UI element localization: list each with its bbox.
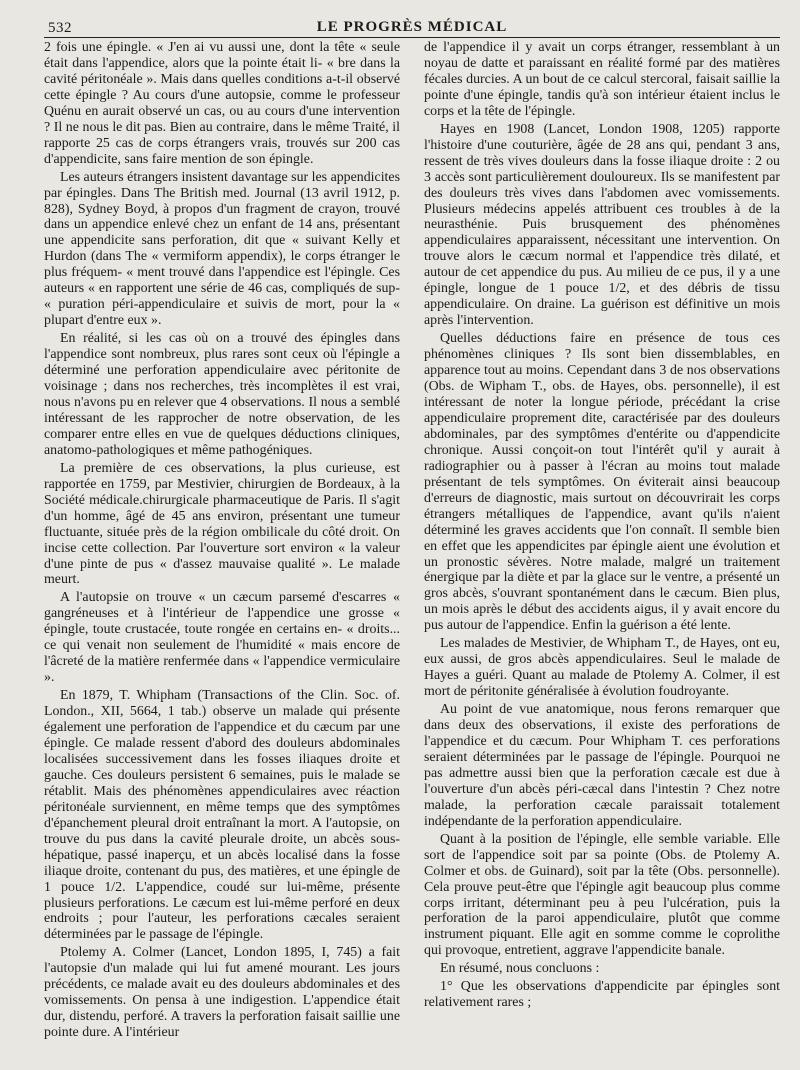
paragraph: En réalité, si les cas où on a trouvé des épingles dans l'appendice sont nombreux, plus rares sont ceux où l'épingle a déterminé une perforation appendiculaire avec péritonite de voisinage ; dans nos recherches, très incomplètes il est vrai, nous n'avons pu en relever que 4 observations. Il nous a semblé intéressant de les rapprocher de notre observation, de les comparer entre elles en vue de quelques déductions cliniques, anatomo-pathologiques et même pathogéniques.	[44, 331, 400, 458]
paragraph: Ptolemy A. Colmer (Lancet, London 1895, I, 745) a fait l'autopsie d'un malade qui lui fut amené mourant. Les jours précédents, ce malade avait eu des douleurs abdominales et des vomissements. On pensa à une indigestion. L'appendice était dur, distendu, perforé. A travers la perforation faisait saillie une pointe dure. A l'intérieur	[44, 945, 400, 1041]
paragraph: Quelles déductions faire en présence de tous ces phénomènes cliniques ? Ils sont bien dissemblables, en apparence tout au moins. Cependant dans 3 de nos observations (Obs. de Wipham T., obs. de Hayes, obs. personnelle), il est intéressant de noter la longue période, précédant la crise appendiculaire proprement dite, caractérisée par des douleurs abdominales, par des symptômes d'entérite ou d'appendicite chronique. Aussi conçoit-on tout l'intérêt qu'il y aurait à radiographier ou à passer à l'écran au moins tout malade présentant de tels symptômes. On éviterait ainsi beaucoup d'erreurs de diagnostic, mais surtout on découvrirait les corps étrangers métalliques de l'appendice, avant qu'ils n'aient déterminé les graves accidents que l'on connaît. Il semble bien en effet que les appendicites par épingle aient une évolution et un pronostic sévères. Notre malade, malgré un traitement énergique par la diète et par la glace sur le ventre, a présenté un gros abcès, s'ouvrant spontanément dans le cæcum. Bien plus, un mois après le début des accidents aigus, il y avait encore du pus autour de l'appendice. Enfin la guérison a été lente.	[424, 331, 780, 634]
paragraph: En résumé, nous concluons :	[440, 961, 600, 977]
paragraph: La première de ces observations, la plus curieuse, est rapportée en 1759, par Mestivier, chirurgien de Bordeaux, à la Société médicale.chirurgicale pharmaceutique de Paris. Il s'agit d'un homme, âgé de 45 ans environ, présentant une tumeur fluctuante, située près de la région ombilicale du côté droit. On incise cette collection. Par l'ouverture sort environ « la valeur d'une pinte de pus « d'assez mauvaise qualité ». Le malade meurt.	[44, 460, 400, 588]
left-column	[44, 40, 400, 1060]
paragraph: Au point de vue anatomique, nous ferons remarquer que dans deux des observations, il existe des perforations de l'appendice et du cæcum. Pour Whipham T. ces perforations seraient déterminées par le passage de l'épingle. Pourquoi ne pas admettre aussi bien que la perforation cæcale est due à l'ouverture d'un abcès péri-cæcal dans l'intestin ? Chez notre malade, la perforation cæcale paraissait totalement indépendante de la perforation appendiculaire.	[424, 702, 780, 829]
paragraph: Quant à la position de l'épingle, elle semble variable. Elle sort de l'appendice soit par sa pointe (Obs. de Ptolemy A. Colmer et obs. de Guinard), soit par la tête (Obs. personnelle). Cela prouve peut-être que l'épingle agit beaucoup plus comme corps irritant, déterminant peu à peu l'ulcération, puis la perforation de la paroi appendiculaire, plutôt que comme instrument piquant. Elle agit en somme comme le coprolithe qui provoque, entretient, aggrave l'appendicite banale.	[424, 831, 780, 959]
page-number: 532	[48, 20, 72, 36]
journal-title: LE PROGRÈS MÉDICAL	[316, 19, 508, 35]
paragraph: Hayes en 1908 (Lancet, London 1908, 1205) rapporte l'histoire d'une couturière, âgée de 28 ans qui, pendant 3 ans, ressent de très vives douleurs dans la fosse iliaque droite : 2 ou 3 accès sont particulièrement douloureux. Ils se manifestent par des douleurs très vives dans l'abdomen avec vomissements. Plusieurs médecins appelés attribuent ces troubles à de la neurasthénie. Puis brusquement des phénomènes appendiculaires apparaissent, nécessitant une intervention. On trouve alors le cæcum normal et l'appendice très dilaté, et autour de cet appendice du pus. Au milieu de ce pus, il y a une épingle, longue de 1 pouce 1/2, et des débris de tissu appendiculaire. On draine. La guérison est définitive un mois après l'intervention.	[424, 121, 780, 329]
article-body	[44, 40, 780, 1060]
paragraph: Les malades de Mestivier, de Whipham T., de Hayes, ont eu, eux aussi, de gros abcès appendiculaires. Seul le malade de Hayes a guéri. Quant au malade de Ptolemy A. Colmer, il est mort de péritonite généralisée à évolution foudroyante.	[424, 636, 780, 700]
paragraph: de l'appendice il y avait un corps étranger, ressemblant à un noyau de datte et paraissant en réalité formé par des matières fécales durcies. A un bout de ce calcul stercoral, faisait saillie la pointe d'une épingle, tandis qu'à son intérieur étaient inclus le corps et la tête de l'épingle.	[424, 40, 780, 119]
paragraph: A l'autopsie on trouve « un cæcum parsemé d'escarres « gangréneuses et à l'intérieur de l'appendice une grosse « épingle, toute crustacée, toute rongée en certains en- « droits... ce qui venait non seulement de l'humidité « mais encore de l'âcreté de la matière renfermée dans « l'appendice vermiculaire ».	[44, 590, 400, 686]
page-header	[44, 8, 780, 38]
right-column	[424, 40, 780, 1060]
paragraph: En 1879, T. Whipham (Transactions of the Clin. Soc. of. London., XII, 5664, 1 tab.) observe un malade qui présente également une perforation de l'appendice et du cæcum par une épingle. Ce malade ressent d'abord des douleurs abdominales localisées successivement dans les fosses iliaques droite et gauche. Ces douleurs persistent 6 semaines, puis le malade se rétablit. Mais des phénomènes appendiculaires avec réaction péritonéale surviennent, en même temps que des symptômes d'épanchement pleural droit entraînant la mort. A l'autopsie, on trouve du pus dans la cavité pleurale droite, un abcès sous-hépatique, passé inaperçu, et un abcès localisé dans la fosse iliaque droite, contenant du pus, des matières, et une épingle de 1 pouce 1/2. L'appendice, coudé sur lui-même, présente plusieurs perforations. Le cæcum est lui-même perforé en deux endroits ; pour l'auteur, les perforations cæcales seraient déterminées par le passage de l'épingle.	[44, 688, 400, 943]
paragraph: 1° Que les observations d'appendicite par épingles sont relativement rares ;	[424, 979, 780, 1011]
paragraph: Les auteurs étrangers insistent davantage sur les appendicites par épingles. Dans The British med. Journal (13 avril 1912, p. 828), Sydney Boyd, à propos d'un fragment de crayon, trouvé dans un appendice enlevé chez un enfant de 14 ans, présentant une appendicite sans perforation, dit que « suivant Kelly et Hurdon (dans The « vermiform appendix), le corps étranger le plus fréquem- « ment trouvé dans l'appendice est l'épingle. Ces auteurs « en rapportent une série de 46 cas, compliqués de sup- « puration péri-appendiculaire et suivis de mort, pour la « plupart d'entre eux ».	[44, 169, 400, 329]
paragraph: 2 fois une épingle. « J'en ai vu aussi une, dont la tête « seule était dans l'appendice, alors que la pointe était li- « bre dans la cavité péritonéale ». Mais dans quelles conditions a-t-il observé cette épingle ? Au cours d'une autopsie, comme le professeur Quénu en aurait observé un cas, ou au cours d'une intervention ? Il ne nous le dit pas. Bien au contraire, dans le même Traité, il rapporte 25 cas de corps étrangers vrais, trouvés sur 200 cas d'appendicite, sans faire mention de son épingle.	[44, 40, 400, 167]
